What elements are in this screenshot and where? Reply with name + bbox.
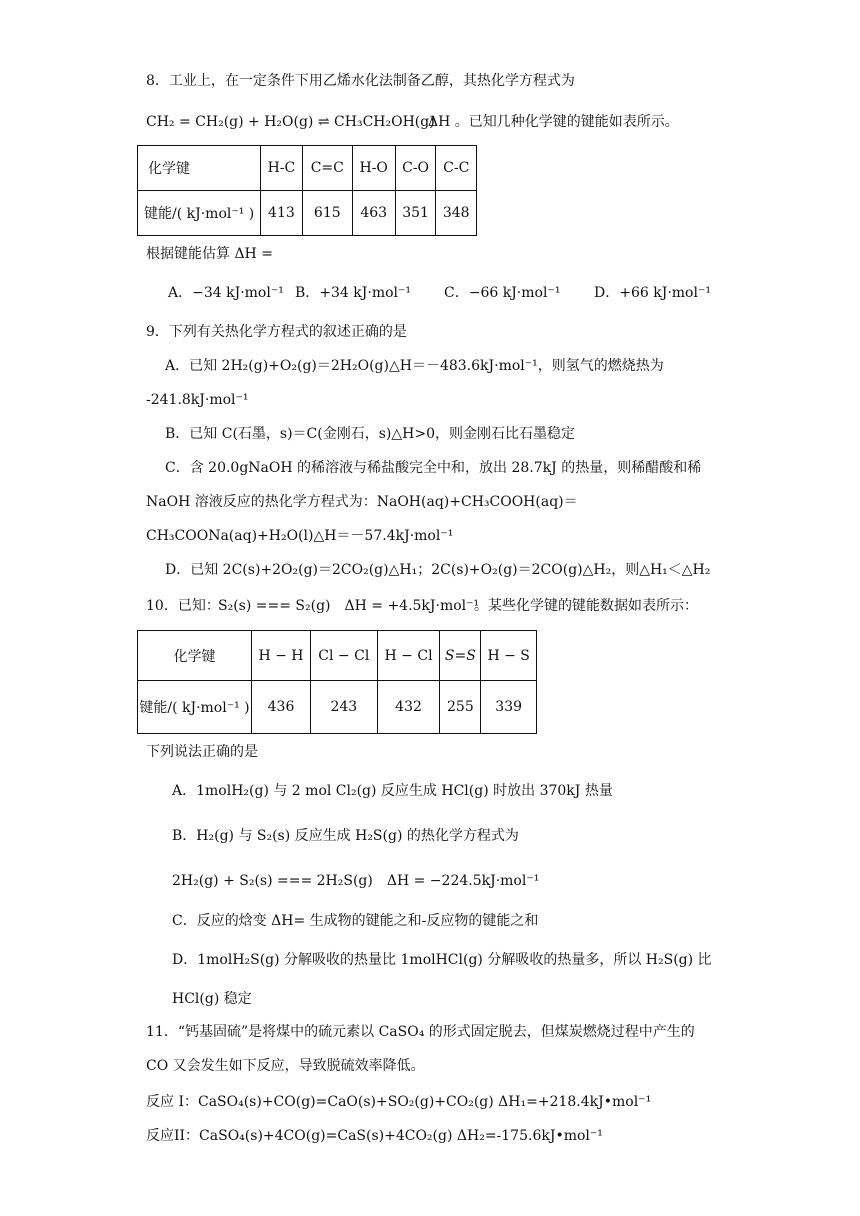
q11-reaction-2: 反应II：CaSO₄(s)+4CO(g)=CaS(s)+4CO₂(g) ΔH₂=-175.6kJ•mol⁻¹ [146,1128,603,1144]
q10-option-b-equation: 2H₂(g) + S₂(s) === 2H₂S(g) ΔH = −224.5kJ·mol⁻¹ [172,873,540,889]
q10-bond-4: S=S [440,631,481,681]
q8-equation: CH₂ = CH₂(g) + H₂O(g) ⇌ CH₃CH₂OH(g) [146,114,435,130]
q8-bond-4: C-O [395,146,436,191]
q10-bond-1: H − H [252,631,311,681]
q9-option-c-cont-2: CH₃COONa(aq)+H₂O(l)△H＝－57.4kJ·mol⁻¹ [146,528,454,544]
q10-energy-5: 339 [481,681,537,734]
q8-energy-5: 348 [436,191,477,236]
q8-option-d: D．+66 kJ·mol⁻¹ [594,285,711,301]
q11-stem-cont: CO 又会发生如下反应，导致脱硫效率降低。 [146,1058,425,1074]
q10-bond-3: H − Cl [377,631,440,681]
q9-option-d: D．已知 2C(s)+2O₂(g)＝2CO₂(g)△H₁；2C(s)+O₂(g)＝2CO(g)△H₂，则△H₁＜△H₂ [165,562,711,578]
q9-stem: 9．下列有关热化学方程式的叙述正确的是 [146,324,407,340]
q10-ask: 下列说法正确的是 [146,744,258,760]
q10-option-d-cont: HCl(g) 稳定 [172,991,252,1007]
q8-stem: 8．工业上，在一定条件下用乙烯水化法制备乙醇，其热化学方程式为 [146,73,575,89]
q10-bond-2: Cl − Cl [311,631,378,681]
q8-energy-4: 351 [395,191,436,236]
q8-table-header: 化学键 [138,146,261,191]
q11-reaction-1: 反应 I：CaSO₄(s)+CO(g)=CaO(s)+SO₂(g)+CO₂(g) ΔH₁=+218.4kJ•mol⁻¹ [146,1094,652,1110]
q8-bond-1: H-C [261,146,303,191]
q9-option-a: A．已知 2H₂(g)+O₂(g)＝2H₂O(g)△H＝－483.6kJ·mol⁻¹，则氢气的燃烧热为 [165,358,664,374]
q8-bond-5: C-C [436,146,477,191]
q10-energy-2: 243 [311,681,378,734]
q8-ask: 根据键能估算 ΔH = [146,246,273,262]
q10-stem: 10．已知： [146,598,220,614]
q10-bond-table [137,630,537,734]
q8-option-b: B．+34 kJ·mol⁻¹ [295,285,412,301]
q9-option-c: C．含 20.0gNaOH 的稀溶液与稀盐酸完全中和，放出 28.7kJ 的热量，则稀醋酸和稀 [165,460,702,476]
q10-option-d: D．1molH₂S(g) 分解吸收的热量比 1molHCl(g) 分解吸收的热量多，所以 H₂S(g) 比 [172,952,712,968]
q8-energy-3: 463 [352,191,395,236]
q8-option-c: C．−66 kJ·mol⁻¹ [444,285,561,301]
q8-energy-1: 413 [261,191,303,236]
q8-option-a: A．−34 kJ·mol⁻¹ [168,285,284,301]
q10-table-unit: 键能/( kJ·mol⁻¹ ) [138,681,252,734]
q10-option-c: C．反应的焓变 ΔH= 生成物的键能之和-反应物的键能之和 [172,913,539,929]
q10-bond-5: H − S [481,631,537,681]
q9-option-a-cont: -241.8kJ·mol⁻¹ [146,392,249,408]
q10-energy-1: 436 [252,681,311,734]
q10-table-header: 化学键 [138,631,252,681]
q10-option-a: A．1molH₂(g) 与 2 mol Cl₂(g) 反应生成 HCl(g) 时放出 370kJ 热量 [172,783,613,799]
q8-energy-2: 615 [302,191,352,236]
q8-table-unit: 键能/( kJ·mol⁻¹ ) [138,191,261,236]
q10-stem-equation: S₂(s) === S₂(g) ΔH = +4.5kJ·mol⁻¹ [218,598,480,614]
q8-bond-2: C=C [302,146,352,191]
q10-energy-4: 255 [440,681,481,734]
q8-equation-tail: ΔH 。已知几种化学键的键能如表所示。 [428,114,679,130]
q9-option-b: B．已知 C(石墨，s)＝C(金刚石，s)△H>0，则金刚石比石墨稳定 [165,426,575,442]
q8-bond-3: H-O [352,146,395,191]
q10-stem-tail: 。某些化学键的键能数据如表所示： [474,598,698,614]
q9-option-c-cont-1: NaOH 溶液反应的热化学方程式为：NaOH(aq)+CH₃COOH(aq)＝ [146,494,578,510]
q10-option-b: B．H₂(g) 与 S₂(s) 反应生成 H₂S(g) 的热化学方程式为 [172,828,519,844]
q10-energy-3: 432 [377,681,440,734]
q8-bond-table [137,145,477,236]
q11-stem: 11．“钙基固硫”是将煤中的硫元素以 CaSO₄ 的形式固定脱去，但煤炭燃烧过程中产生的 [146,1024,695,1040]
